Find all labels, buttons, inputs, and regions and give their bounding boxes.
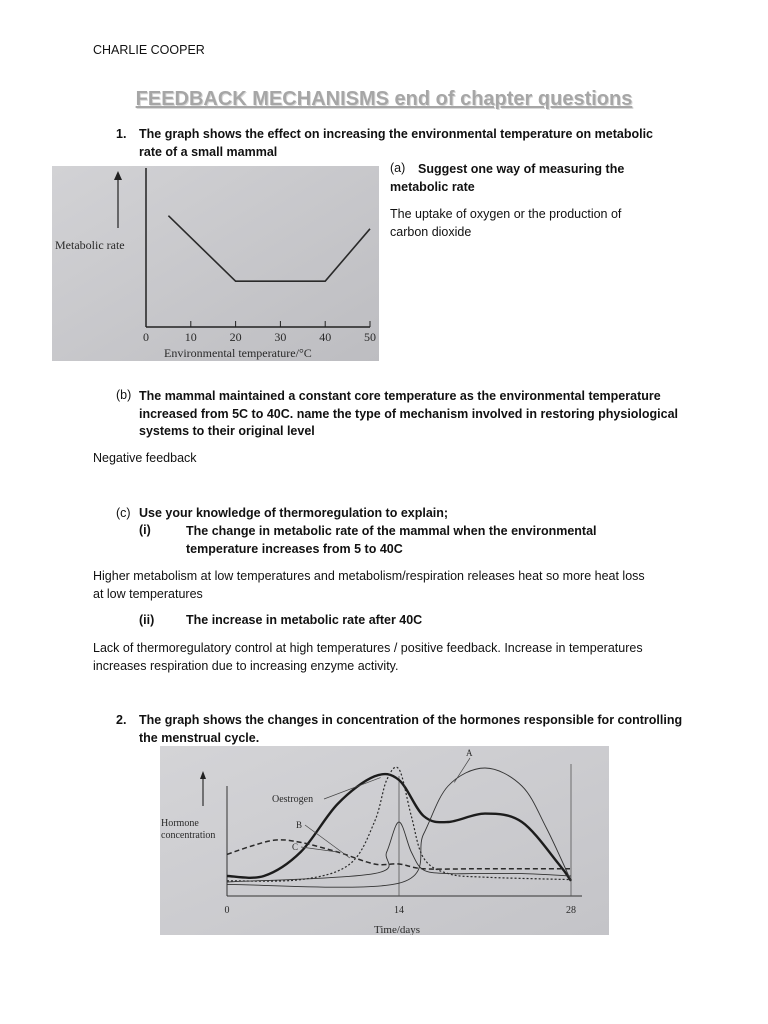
q1c-i-line2: temperature increases from 5 to 40C: [186, 541, 403, 556]
q1b-question-line2: increased from 5C to 40C. name the type of mechanism involved in restoring physiological: [139, 406, 679, 421]
q1c-ii-label: (ii): [139, 613, 155, 627]
q1c-ii-answer-line1: Lack of thermoregulatory control at high temperatures / positive feedback. Increase in temperatures: [93, 641, 643, 655]
q1c-i-answer: [93, 568, 693, 603]
q1-number: 1.: [116, 127, 127, 141]
q1b-question-line3: systems to their original level: [139, 424, 315, 438]
q1a-answer: [390, 206, 690, 241]
series-label: B: [296, 820, 303, 830]
q1-text: [139, 126, 699, 161]
q1c-ii-question: The increase in metabolic rate after 40C: [186, 613, 423, 627]
q1c-ii-answer: [93, 640, 713, 675]
x-tick-label: 40: [319, 330, 332, 344]
metabolic-rate-graph: [52, 166, 379, 361]
author-name: CHARLIE COOPER: [93, 43, 205, 57]
q2-text: [139, 712, 699, 747]
q1a-question: [390, 161, 690, 196]
q1b-label: (b): [116, 388, 132, 402]
hormone-graph: [160, 746, 609, 935]
q1-text-line2: rate of a small mammal: [139, 144, 278, 159]
x-tick-label: 14: [394, 905, 404, 916]
q1a-label: (a): [390, 161, 406, 175]
q1c-ii-answer-line2: increases respiration due to increasing enzyme activity.: [93, 658, 399, 673]
q1a-answer-line1: The uptake of oxygen or the production of: [390, 207, 622, 221]
q1b-answer: Negative feedback: [93, 451, 197, 465]
q1c-i-line1: The change in metabolic rate of the mammal when the environmental: [186, 524, 597, 538]
q2-text-line2: the menstrual cycle.: [139, 730, 260, 745]
q1c-i-question: [186, 523, 666, 558]
x-axis-label: Environmental temperature/°C: [164, 346, 312, 360]
q1a-question-line2: metabolic rate: [390, 179, 475, 194]
q1a-question-line1: Suggest one way of measuring the: [418, 162, 625, 176]
metabolic-rate-chart: [52, 166, 379, 361]
q2-text-line1: The graph shows the changes in concentration of the hormones responsible for controlling: [139, 713, 683, 727]
x-tick-label: 10: [184, 330, 197, 344]
page-title: FEEDBACK MECHANISMS end of chapter questions: [135, 88, 633, 110]
q1c-intro: Use your knowledge of thermoregulation to explain;: [139, 506, 449, 520]
x-tick-label: 30: [274, 330, 287, 344]
series-label: Oestrogen: [272, 794, 314, 805]
x-tick-label: 20: [229, 330, 242, 344]
x-tick-label: 0: [143, 330, 149, 344]
q2-number: 2.: [116, 713, 127, 727]
hormone-chart: [160, 746, 609, 935]
q1c-i-answer-line1: Higher metabolism at low temperatures and metabolism/respiration releases heat so more heat loss: [93, 569, 645, 583]
x-axis-label: Time/days: [374, 924, 421, 935]
x-tick-label: 50: [364, 330, 376, 344]
q1c-label: (c): [116, 506, 131, 520]
q1b-question-line1: The mammal maintained a constant core temperature as the environmental temperature: [139, 389, 661, 403]
q1a-answer-line2: carbon dioxide: [390, 224, 472, 239]
y-axis-label-line2: concentration: [161, 830, 216, 841]
y-axis-label: Metabolic rate: [55, 238, 125, 252]
series-label: A: [466, 748, 473, 758]
q1-text-line1: The graph shows the effect on increasing the environmental temperature on metabolic: [139, 127, 653, 141]
q1c-i-answer-line2: at low temperatures: [93, 586, 203, 601]
x-tick-label: 28: [566, 905, 576, 916]
series-label: C: [292, 842, 299, 852]
q1b-question: [139, 388, 699, 441]
q1c-i-label: (i): [139, 523, 151, 537]
x-tick-label: 0: [224, 905, 230, 916]
y-axis-label-line1: Hormone: [161, 818, 199, 829]
